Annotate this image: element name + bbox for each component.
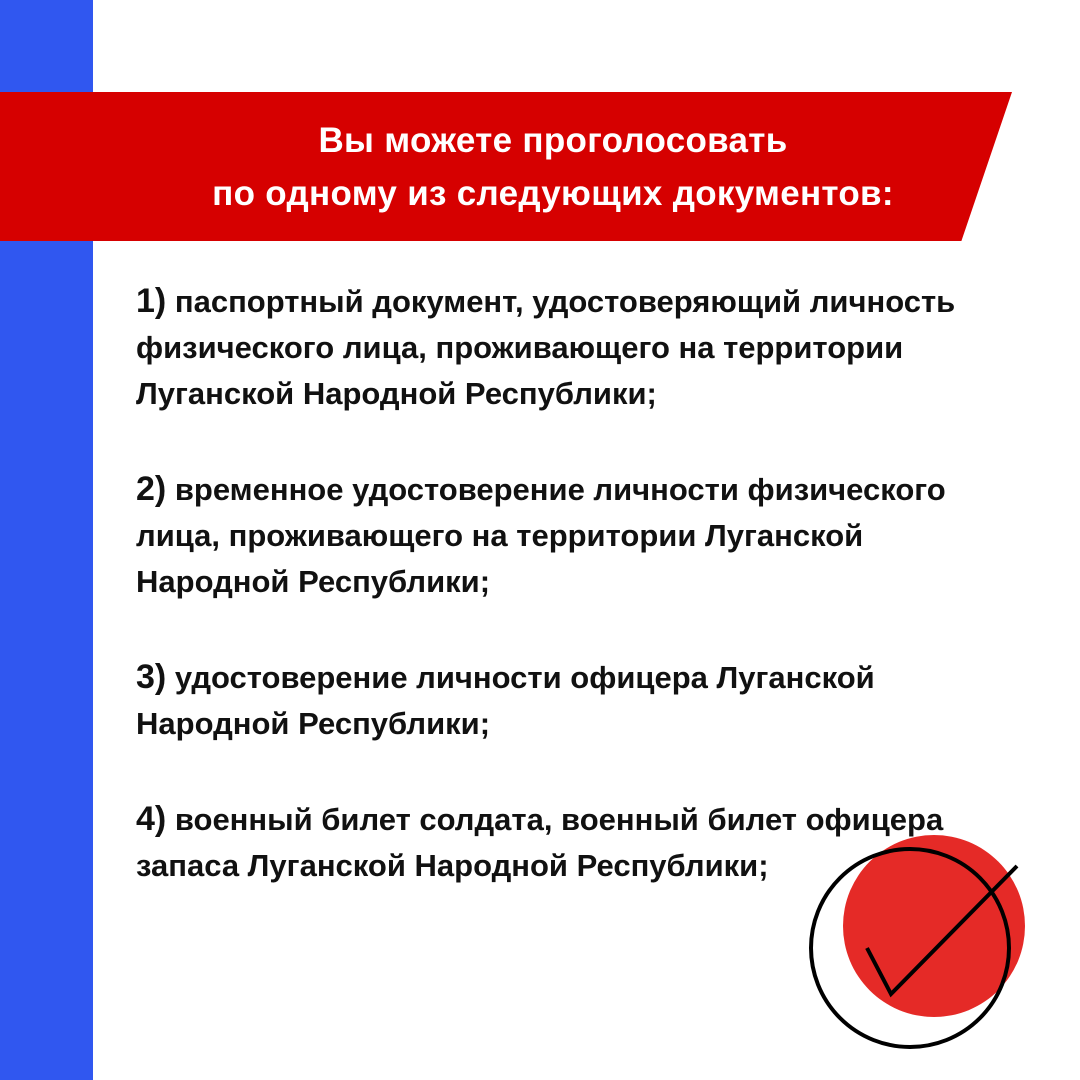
title-line-2: по одному из следующих документов: xyxy=(212,174,894,213)
document-text: удостоверение личности офицера Луганской Народной Республики; xyxy=(136,660,875,741)
document-number: 2) xyxy=(136,470,167,508)
document-item-3 xyxy=(136,654,1016,747)
document-item-1 xyxy=(136,278,1016,417)
document-number: 3) xyxy=(136,658,167,696)
checkmark-circle-icon xyxy=(800,820,1040,1060)
document-number: 4) xyxy=(136,800,167,838)
document-text: военный билет солдата, военный билет офицера запаса Луганской Народной Республики; xyxy=(136,802,944,883)
title-line-1: Вы можете проголосовать xyxy=(318,121,788,160)
page-title xyxy=(93,114,1013,220)
document-item-2 xyxy=(136,466,1016,605)
document-text: временное удостоверение личности физического лица, проживающего на территории Луганской Народной Республики; xyxy=(136,472,946,599)
document-number: 1) xyxy=(136,282,167,320)
document-text: паспортный документ, удостоверяющий личность физического лица, проживающего на территории Луганской Народной Республики; xyxy=(136,284,956,411)
